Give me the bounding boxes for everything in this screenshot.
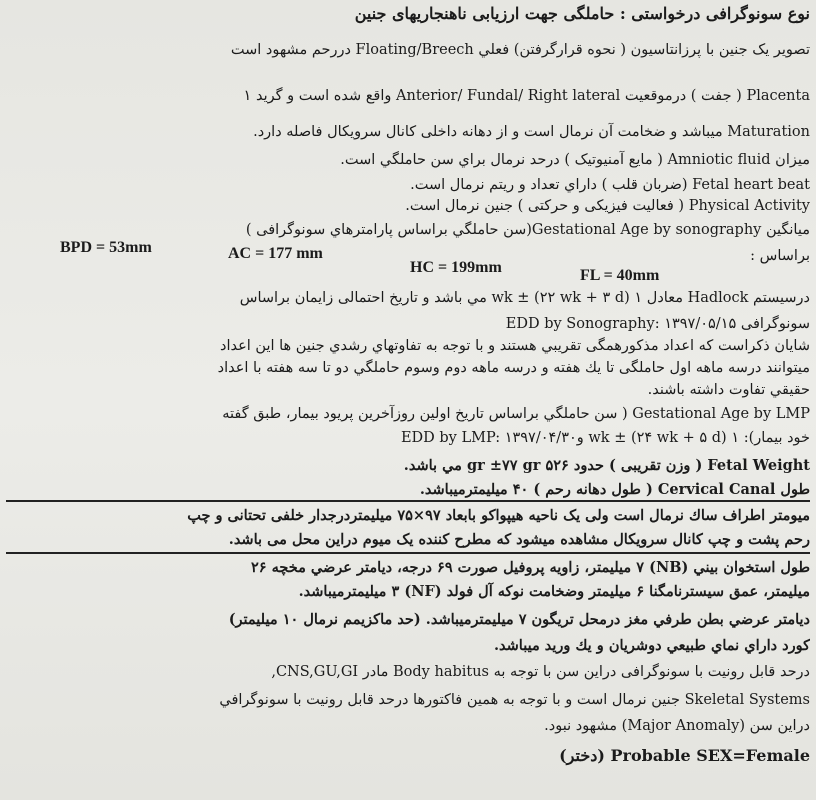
- report-line: Physical Activity ( فعالیت فیزیکی و حرکتی ) جنین نرمال است.: [405, 198, 810, 214]
- report-line: براساس :: [750, 248, 810, 264]
- report-line: ميليمتر، عمق سيسترنامگنا ۶ ميليمتر وضخامت نوكه آل فولد (NF) ۳ ميليمترميباشد.: [298, 583, 810, 600]
- probable-sex: Probable SEX=Female (دختر): [559, 746, 810, 765]
- fl-measure: FL = 40mm: [580, 267, 660, 284]
- report-line: Placenta ( جفت ) درموقعیت Anterior/ Fundal/ Right lateral واقع شده است و گرید ۱: [243, 88, 810, 104]
- report-line: درسیستم Hadlock معادل ۱ wk ± (۲۲ wk + ۳ d) مي باشد و تاریخ احتمالی زایمان براساس: [239, 290, 810, 306]
- report-line: دراین سن (Major Anomaly) مشهود نبود.: [544, 718, 810, 734]
- report-line: سونوگرافی EDD by Sonography: ۱۳۹۷/۰۵/۱۵: [505, 316, 810, 332]
- report-line: طول Cervical Canal ( طول دهانه رحم ) ۴۰ میلیمترمیباشد.: [419, 481, 810, 498]
- report-line: حقیقي تفاوت داشته باشند.: [647, 382, 810, 398]
- report-line: میزان Amniotic fluid ( مایع آمنیوتیک ) درحد نرمال براي سن حاملگي است.: [340, 152, 810, 168]
- report-line: Gestational Age by LMP ( سن حاملگي براساس تاریخ اولین روزآخرین پریود بیمار، طبق گفته: [222, 406, 810, 422]
- report-line: طول استخوان بيني (NB) ۷ ميليمتر، زاويه پروفيل صورت ۶۹ درجه، ديامتر عرضي مخچه ۲۶: [250, 559, 810, 576]
- bpd-measure: BPD = 53mm: [60, 239, 152, 256]
- report-line: خود بیمار): ۱ wk ± (۲۴ wk + ۵ d) وEDD by LMP: ۱۳۹۷/۰۴/۳۰: [400, 430, 810, 446]
- report-heading: نوع سونوگرافی درخواستی : حاملگی جهت ارزیابی ناهنجاریهای جنین: [354, 4, 810, 23]
- report-line: Maturation میباشد و ضخامت آن نرمال است و از دهانه داخلی کانال سرویکال فاصله دارد.: [253, 124, 810, 140]
- report-line: Fetal Weight ( وزن تقریبی ) حدود ۵۲۶ gr ±۷۷ gr مي باشد.: [403, 457, 810, 474]
- section-divider: [6, 500, 810, 502]
- report-line: تصویر یک جنین با پرزانتاسیون ( نحوه قرارگرفتن) فعلي Floating/Breech دررحم مشهود است: [230, 42, 810, 58]
- report-line: درحد قابل رونیت با سونوگرافی دراین سن با توجه به Body habitus مادر CNS,GU,GI,: [271, 664, 810, 680]
- section-divider: [6, 552, 810, 554]
- report-line: شایان ذکراست که اعداد مذکورهمگی تقریبي هستند و با توجه به تفاوتهاي رشدي جنین ها این اعداد: [220, 338, 810, 354]
- report-line: Skeletal Systems جنین نرمال است و با توجه به همین فاکتورها درحد قابل رونیت با سونوگرافي: [219, 692, 810, 708]
- report-line: میومتر اطراف ساك نرمال است ولی یک ناحیه هیپواکو بابعاد ۹۷×۷۵ میلیمتردرجدار خلفی تحتانی و چپ: [187, 507, 810, 524]
- report-line: میتوانند درسه ماهه اول حاملگی تا یك هفته و درسه ماهه دوم وسوم حاملگي دو تا سه هفته با اعداد: [217, 360, 810, 376]
- report-line: میانگین Gestational Age by sonography(سن حاملگي براساس پارامترهاي سونوگرافی ): [245, 222, 810, 238]
- report-line: Fetal heart beat (ضربان قلب ) داراي تعداد و ریتم نرمال است.: [410, 177, 810, 193]
- report-line: كورد داراي نماي طبيعي دوشريان و يك وريد ميباشد.: [493, 637, 810, 654]
- report-line: رحم پشت و چپ کانال سرویکال مشاهده میشود که مطرح کننده یک میوم دراین محل می باشد.: [228, 531, 810, 548]
- ac-measure: AC = 177 mm: [228, 245, 323, 262]
- report-line: ديامتر عرضي بطن طرفي مغز درمحل تريگون ۷ ميليمترميباشد. (حد ماکزیمم نرمال ۱۰ میلیمتر): [228, 611, 810, 628]
- hc-measure: HC = 199mm: [410, 259, 502, 276]
